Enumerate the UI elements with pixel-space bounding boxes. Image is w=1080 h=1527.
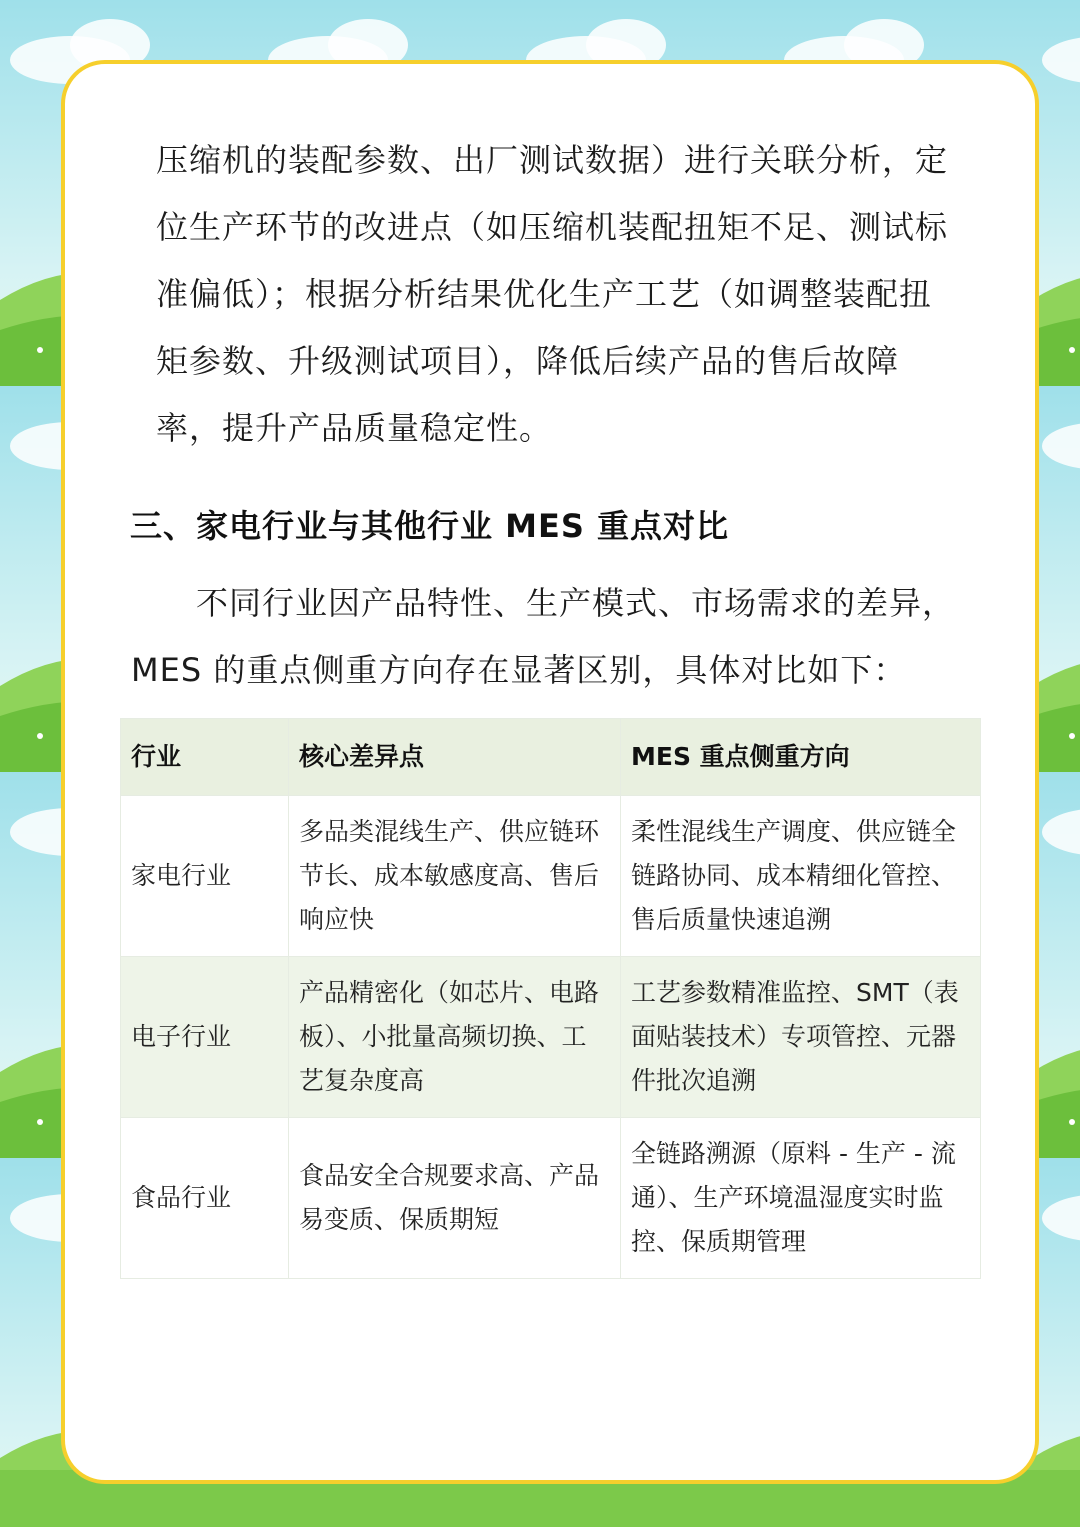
cell-difference [289, 1118, 621, 1279]
cell-industry: 电子行业 [121, 957, 289, 1118]
cell-line: 柔性混线生产调度、供应链全 [631, 817, 957, 846]
header-focus: MES 重点侧重方向 [621, 719, 981, 796]
cell-line: 多品类混线生产、供应链环 [299, 817, 600, 846]
table-row [121, 1118, 981, 1279]
table-header-row [121, 719, 981, 796]
cell-line: 链路协同、成本精细化管控、 [631, 861, 957, 890]
header-difference: 核心差异点 [289, 719, 621, 796]
paragraph-line: 位生产环节的改进点（如压缩机装配扭矩不足、测试标 [156, 208, 949, 246]
paragraph-line: 压缩机的装配参数、出厂测试数据）进行关联分析，定 [156, 141, 949, 179]
cell-line: 节长、成本敏感度高、售后 [299, 861, 600, 890]
cell-industry: 食品行业 [121, 1118, 289, 1279]
comparison-table [120, 718, 981, 1279]
cell-line: 响应快 [299, 905, 375, 934]
cell-line: 食品安全合规要求高、产品 [299, 1161, 600, 1190]
header-industry: 行业 [121, 719, 289, 796]
cell-line: 面贴装技术）专项管控、元器 [631, 1022, 957, 1051]
intro-line: 不同行业因产品特性、生产模式、市场需求的差异， [196, 584, 956, 622]
table-row [121, 957, 981, 1118]
cell-line: 全链路溯源（原料 - 生产 - 流 [631, 1139, 956, 1168]
paragraph-line: 准偏低）；根据分析结果优化生产工艺（如调整装配扭 [156, 275, 933, 313]
cell-line: 通）、生产环境温湿度实时监 [631, 1183, 944, 1212]
paragraph-line: 矩参数、升级测试项目），降低后续产品的售后故障 [156, 342, 900, 380]
table-row [121, 796, 981, 957]
cell-line: 控、保质期管理 [631, 1227, 807, 1256]
cell-focus [621, 796, 981, 957]
cell-line: 件批次追溯 [631, 1066, 757, 1095]
cell-line: 艺复杂度高 [299, 1066, 425, 1095]
cell-focus [621, 957, 981, 1118]
cell-line: 易变质、保质期短 [299, 1205, 500, 1234]
cell-difference [289, 957, 621, 1118]
cell-line: 产品精密化（如芯片、电路 [299, 978, 600, 1007]
cell-line: 板）、小批量高频切换、工 [299, 1022, 587, 1051]
cell-difference [289, 796, 621, 957]
intro-line: MES 的重点侧重方向存在显著区别，具体对比如下： [131, 651, 907, 689]
paragraph-line: 率，提升产品质量稳定性。 [156, 409, 553, 447]
cell-line: 售后质量快速追溯 [631, 905, 832, 934]
cell-focus [621, 1118, 981, 1279]
cell-line: 工艺参数精准监控、SMT（表 [631, 978, 959, 1007]
cell-industry: 家电行业 [121, 796, 289, 957]
section-heading: 三、家电行业与其他行业 MES 重点对比 [130, 507, 730, 545]
